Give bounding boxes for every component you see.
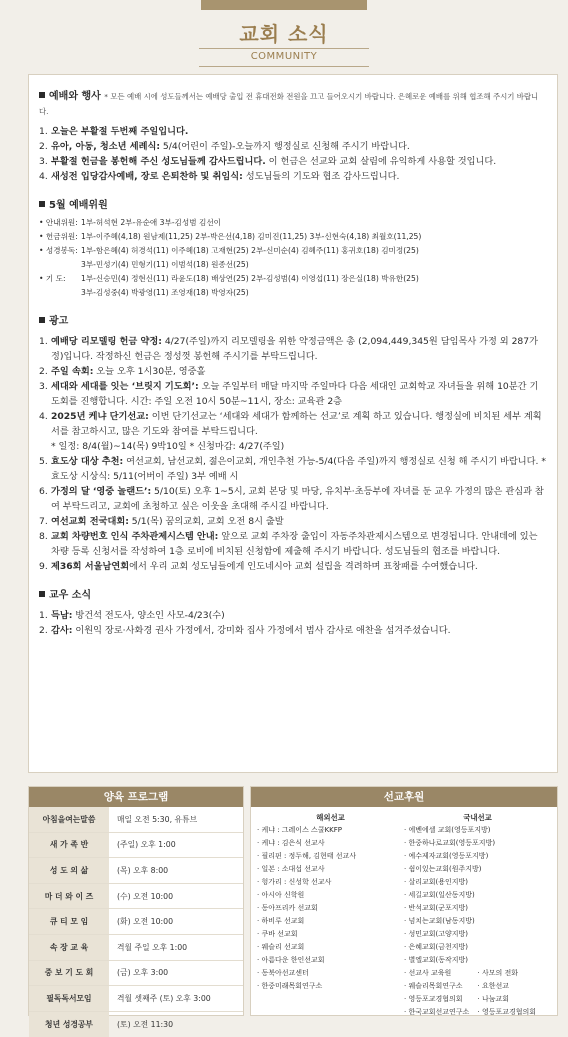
domestic-item: · 한중하나로교회(영등포지방) (404, 837, 551, 850)
worship-heading (39, 89, 547, 119)
program-name: 필독독서모임 (29, 986, 109, 1011)
ads-section (39, 314, 547, 574)
item-number: 1. (39, 336, 48, 347)
square-bullet-icon (39, 317, 45, 323)
domestic-list (404, 824, 551, 967)
item-text (51, 169, 547, 184)
program-row (29, 1012, 243, 1037)
committee-row (39, 258, 547, 272)
program-table (29, 807, 243, 1037)
item-rest: 이원익 장로·사화경 권사 가정에서, 강미화 집사 가정에서 범사 감사로 애찬을 섬겨주셨습니다. (72, 625, 451, 636)
committee-label (39, 286, 81, 300)
list-item (39, 124, 547, 139)
list-item (39, 139, 547, 154)
domestic-item: · 살리교회(용인지방) (404, 876, 551, 889)
item-bold: 가정의 달 ‘영중 놀랜드’: (51, 486, 152, 497)
list-item (39, 559, 547, 574)
program-time: 격월 주일 오후 1:00 (117, 942, 188, 952)
program-row (29, 858, 243, 884)
item-bold: 부활절 헌금을 봉헌해 주신 성도님들께 감사드립니다. (51, 156, 266, 167)
program-name: 큐 티 모 임 (29, 909, 109, 934)
program-time: (토) 오전 11:30 (117, 1020, 174, 1030)
list-item (39, 154, 547, 169)
overseas-item: · 아시아 신학원 (257, 889, 404, 902)
item-number: 8. (39, 531, 48, 542)
committee-value: 1부-함은혜(4) 허경석(11) 이주혜(18) 고재현(25) 2부-신미순(4) 김혜주(11) 홍귀호(18) 김미정(25) (81, 246, 419, 255)
domestic-item: · 나눔교회 (478, 993, 552, 1006)
item-text (51, 608, 547, 623)
program-row (29, 986, 243, 1012)
list-item (39, 454, 547, 484)
item-text (51, 154, 547, 169)
program-time: 매일 오전 5:30, 유튜브 (117, 814, 198, 824)
item-number: 2. (39, 366, 48, 377)
program-row (29, 833, 243, 859)
program-row (29, 909, 243, 935)
committee-row (39, 216, 547, 230)
program-title: 양육 프로그램 (29, 787, 243, 807)
item-rest: 여선교회, 남선교회, 젊은이교회, 개인추천 가능-5/4(다음 주일)까지 행정실로 신청 해 주시기 바랍니다. * 효도상 시상식: 5/11(어버이 주일) 3부 예배 시 (51, 456, 546, 482)
program-row (29, 807, 243, 833)
committee-title: 5월 예배위원 (49, 200, 108, 211)
item-text (51, 439, 547, 454)
item-rest: 앞으로 교회 주차장 출입이 자동주차관제시스템으로 변경됩니다. 안내데에 있는 차량 등록 신청서를 작성하여 1층 로비에 비치된 신청함에 제출해 주시기 바랍니다. 성도님들의 협조를 바랍니다. (51, 531, 538, 557)
item-number: 7. (39, 516, 48, 527)
item-number: 1. (39, 610, 48, 621)
overseas-list (257, 824, 404, 993)
overseas-column (257, 811, 404, 1019)
domestic-pair-row (404, 967, 551, 980)
item-bold: 제36회 서울남연회 (51, 561, 130, 572)
committee-value: 3부-민성기(4) 민형기(11) 이범석(18) 원종선(25) (81, 260, 249, 269)
ads-heading (39, 314, 547, 329)
item-bold: 득남: (51, 610, 73, 621)
item-number: 6. (39, 486, 48, 497)
item-rest: 성도님들의 기도와 협조 감사드립니다. (242, 171, 400, 182)
item-number: 4. (39, 411, 48, 422)
domestic-item: · 웨슬리목회연구소 (404, 980, 478, 993)
domestic-item: · 한국교회선교연구소 (404, 1006, 478, 1019)
worship-title: 예배와 행사 (49, 91, 101, 102)
domestic-pair-row (404, 1006, 551, 1019)
ads-list (39, 334, 547, 574)
item-number: 3. (39, 156, 48, 167)
ads-title: 광고 (49, 316, 69, 327)
overseas-title: 해외선교 (316, 813, 345, 822)
item-number: 5. (39, 456, 48, 467)
item-bold: 감사: (51, 625, 73, 636)
program-row (29, 961, 243, 987)
list-item (39, 439, 547, 454)
item-rest: 에서 우리 교회 성도님들에게 인도네시아 교회 설립을 격려하며 표창패를 수여했습니다. (129, 561, 478, 572)
item-bold: 2025년 케냐 단기선교: (51, 411, 149, 422)
program-time: 격월 셋째주 (토) 오후 3:00 (117, 993, 211, 1003)
news-card (28, 74, 558, 773)
worship-section (39, 89, 547, 184)
committee-section (39, 198, 547, 300)
program-time: (목) 오후 8:00 (117, 865, 169, 875)
members-section (39, 588, 547, 638)
item-bold: 교회 차량번호 인식 주차관제시스템 안내: (51, 531, 219, 542)
domestic-pair-row (404, 993, 551, 1006)
program-panel (28, 786, 244, 1030)
item-number: 1. (39, 126, 48, 137)
overseas-item: · 한중미래목회연구소 (257, 980, 404, 993)
item-rest: 5/10(토) 오후 1~5시, 교회 본당 및 마당, 유치부·초등부에 자녀를 둔 교우 가정의 많은 관심과 참여 부탁드리고, 교회에 초청하고 싶은 이웃을 초대해 주시길 바랍니다. (51, 486, 544, 512)
item-rest: 5/4(어린이 주일)-오늘까지 행정실로 신청해 주시기 바랍니다. (160, 141, 410, 152)
domestic-item: · 세길교회(일산동지방) (404, 889, 551, 902)
page-header (0, 18, 568, 62)
domestic-column (404, 811, 551, 1019)
item-rest: 이 헌금은 선교와 교회 살림에 유익하게 사용할 것입니다. (265, 156, 497, 167)
item-text (51, 334, 547, 364)
item-text (51, 124, 547, 139)
item-text (51, 454, 547, 484)
committee-row (39, 272, 547, 286)
committee-label: • 헌금위원: (39, 232, 78, 241)
committee-value: 3부-김성중(4) 박광영(11) 조영재(18) 박영자(25) (81, 288, 249, 297)
program-time: (금) 오후 3:00 (117, 968, 169, 978)
domestic-title: 국내선교 (463, 813, 492, 822)
item-bold: 효도상 대상 추천: (51, 456, 124, 467)
list-item (39, 623, 547, 638)
committee-value: 1부-이주혜(4,18) 원남제(11,25) 2부-박은선(4,18) 김미진(11,25) 3부-신현숙(4,18) 최월호(11,25) (81, 232, 422, 241)
committee-heading (39, 198, 547, 213)
domestic-item: · 에벤에셀 교회(영등포지방) (404, 824, 551, 837)
item-rest: 4/27(주일)까지 리모델링을 위한 약정금액은 총 (2,094,449,345원 담임목사 가정 외 287가정)입니다. 작정하신 헌금은 정성껏 봉헌해 주시기를 부탁드립니다. (51, 336, 538, 362)
committee-value: 1부-허석현 2부-유순애 3부-김성범 김선이 (81, 218, 221, 227)
domestic-item: · 예수제자교회(영등포지방) (404, 850, 551, 863)
worship-list (39, 124, 547, 184)
committee-label (39, 258, 81, 272)
item-text (51, 484, 547, 514)
overseas-item: · 하비루 선교회 (257, 915, 404, 928)
domestic-item: · 넘치는교회(남동지방) (404, 915, 551, 928)
list-item (39, 364, 547, 379)
square-bullet-icon (39, 591, 45, 597)
item-text (51, 559, 547, 574)
domestic-item: · 은혜교회(금천지방) (404, 941, 551, 954)
item-bold: 오늘은 부활절 두번째 주일입니다. (51, 126, 189, 137)
item-text (51, 409, 547, 439)
program-name: 마 더 와 이 즈 (29, 884, 109, 909)
domestic-item: · 선교사 교육원 (404, 967, 478, 980)
item-text (51, 623, 547, 638)
header-tab (201, 0, 367, 10)
item-text (51, 514, 547, 529)
committee-row (39, 286, 547, 300)
overseas-item: · 동아프리카 선교회 (257, 902, 404, 915)
item-bold: 유아, 아동, 청소년 세례식: (51, 141, 161, 152)
item-text (51, 529, 547, 559)
item-text (51, 139, 547, 154)
domestic-item: · 사모의 전화 (478, 967, 552, 980)
bottom-panels (28, 786, 558, 1030)
committee-row (39, 230, 547, 244)
list-item (39, 409, 547, 439)
domestic-item: · 반석교회(군포지방) (404, 902, 551, 915)
item-text (51, 364, 547, 379)
item-text (51, 379, 547, 409)
item-bold: 세대와 세대를 잇는 ‘브릿지 기도회’: (51, 381, 199, 392)
item-rest: * 일정: 8/4(월)~14(목) 9박10일 * 신청마감: 4/27(주일) (51, 441, 285, 452)
item-rest: 5/1(목) 꿈의교회, 교회 오전 8시 출발 (128, 516, 284, 527)
title-divider-top (199, 48, 369, 49)
item-number: 2. (39, 625, 48, 636)
list-item (39, 169, 547, 184)
square-bullet-icon (39, 201, 45, 207)
item-bold: 예배당 리모델링 헌금 약정: (51, 336, 162, 347)
committee-list (39, 216, 547, 300)
committee-row (39, 244, 547, 258)
mission-panel (250, 786, 558, 1016)
item-number (39, 439, 51, 454)
overseas-item: · 케냐 : 김은식 선교사 (257, 837, 404, 850)
overseas-item: · 필리핀 : 정두해, 김현태 선교사 (257, 850, 404, 863)
page-subtitle: COMMUNITY (250, 51, 318, 62)
overseas-item: · 일본 : 소대섭 선교사 (257, 863, 404, 876)
list-item (39, 608, 547, 623)
domestic-pair-row (404, 980, 551, 993)
committee-label: • 안내위원: (39, 218, 78, 227)
program-row (29, 884, 243, 910)
list-item (39, 334, 547, 364)
members-heading (39, 588, 547, 603)
domestic-item: · 성민교회(고양지방) (404, 928, 551, 941)
list-item (39, 484, 547, 514)
item-rest: 오늘 주일부터 매달 마지막 주일마다 다음 세대인 교회학교 자녀들을 위해 10분간 기도회를 진행합니다. 시간: 주일 오전 10시 50분~11시, 장소: 교육관 2층 (51, 381, 539, 407)
overseas-item: · 웨슬리 선교회 (257, 941, 404, 954)
overseas-item: · 헝가리 : 신성학 선교사 (257, 876, 404, 889)
committee-label: • 성경봉독: (39, 246, 78, 255)
item-rest: 방건석 전도사, 양소인 사모-4/23(수) (72, 610, 225, 621)
worship-note: * 모든 예배 시에 성도들께서는 예배당 출입 전 휴대전화 전원을 끄고 들어오시기 바랍니다. 은혜로운 예배를 위해 협조해 주시기 바랍니다. (39, 92, 539, 116)
item-number: 9. (39, 561, 48, 572)
program-time: (수) 오전 10:00 (117, 891, 174, 901)
item-number: 4. (39, 171, 48, 182)
square-bullet-icon (39, 92, 45, 98)
members-list (39, 608, 547, 638)
page-title: 교회 소식 (239, 22, 329, 46)
committee-value: 1부-신승민(4) 정현신(11) 라윤도(18) 배상연(25) 2부-김성범(4) 이영섭(11) 장은실(18) 박유한(25) (81, 274, 419, 283)
list-item (39, 514, 547, 529)
domestic-item: · 쉼이있는교회(원주지방) (404, 863, 551, 876)
domestic-item: · 영등포교경협의회 (404, 993, 478, 1006)
program-name: 성 도 의 삶 (29, 858, 109, 883)
committee-label: • 기 도: (39, 274, 66, 283)
item-number: 3. (39, 381, 48, 392)
members-title: 교우 소식 (49, 590, 92, 601)
list-item (39, 379, 547, 409)
program-time: (주일) 오후 1:00 (117, 840, 176, 850)
item-rest: 오늘 오후 1시30분, 영중홀 (93, 366, 206, 377)
program-name: 아침을여는말씀 (29, 807, 109, 832)
list-item (39, 529, 547, 559)
program-name: 속 장 교 육 (29, 935, 109, 960)
domestic-pairs (404, 967, 551, 1019)
domestic-item: · 영등포교경협의회 (478, 1006, 552, 1019)
domestic-item: · 별엘교회(동작지방) (404, 954, 551, 967)
program-name: 청년 성경공부 (29, 1012, 109, 1037)
overseas-item: · 아름다운 한인선교회 (257, 954, 404, 967)
item-rest: 이번 단기선교는 ‘세대와 세대가 함께하는 선교’로 계획 하고 있습니다. 행정실에 비치된 세부 계획서를 참고하시고, 많은 기도와 참여를 부탁드립니다. (51, 411, 542, 437)
overseas-item: · 케냐 : 그레이스 스쿨KKFP (257, 824, 404, 837)
overseas-item: · 동북아선교센터 (257, 967, 404, 980)
program-name: 새 가 족 반 (29, 833, 109, 858)
item-bold: 새성전 입당감사예배, 장로 은퇴찬하 및 취임식: (51, 171, 243, 182)
item-bold: 주일 속회: (51, 366, 94, 377)
overseas-item: · 쿠바 선교회 (257, 928, 404, 941)
program-time: (화) 오전 10:00 (117, 917, 174, 927)
mission-title: 선교후원 (251, 787, 557, 807)
title-divider-bottom (199, 66, 369, 67)
item-bold: 여선교회 전국대회: (51, 516, 129, 527)
item-number: 2. (39, 141, 48, 152)
program-name: 중 보 기 도 회 (29, 961, 109, 986)
program-row (29, 935, 243, 961)
domestic-item: · 요한선교 (478, 980, 552, 993)
